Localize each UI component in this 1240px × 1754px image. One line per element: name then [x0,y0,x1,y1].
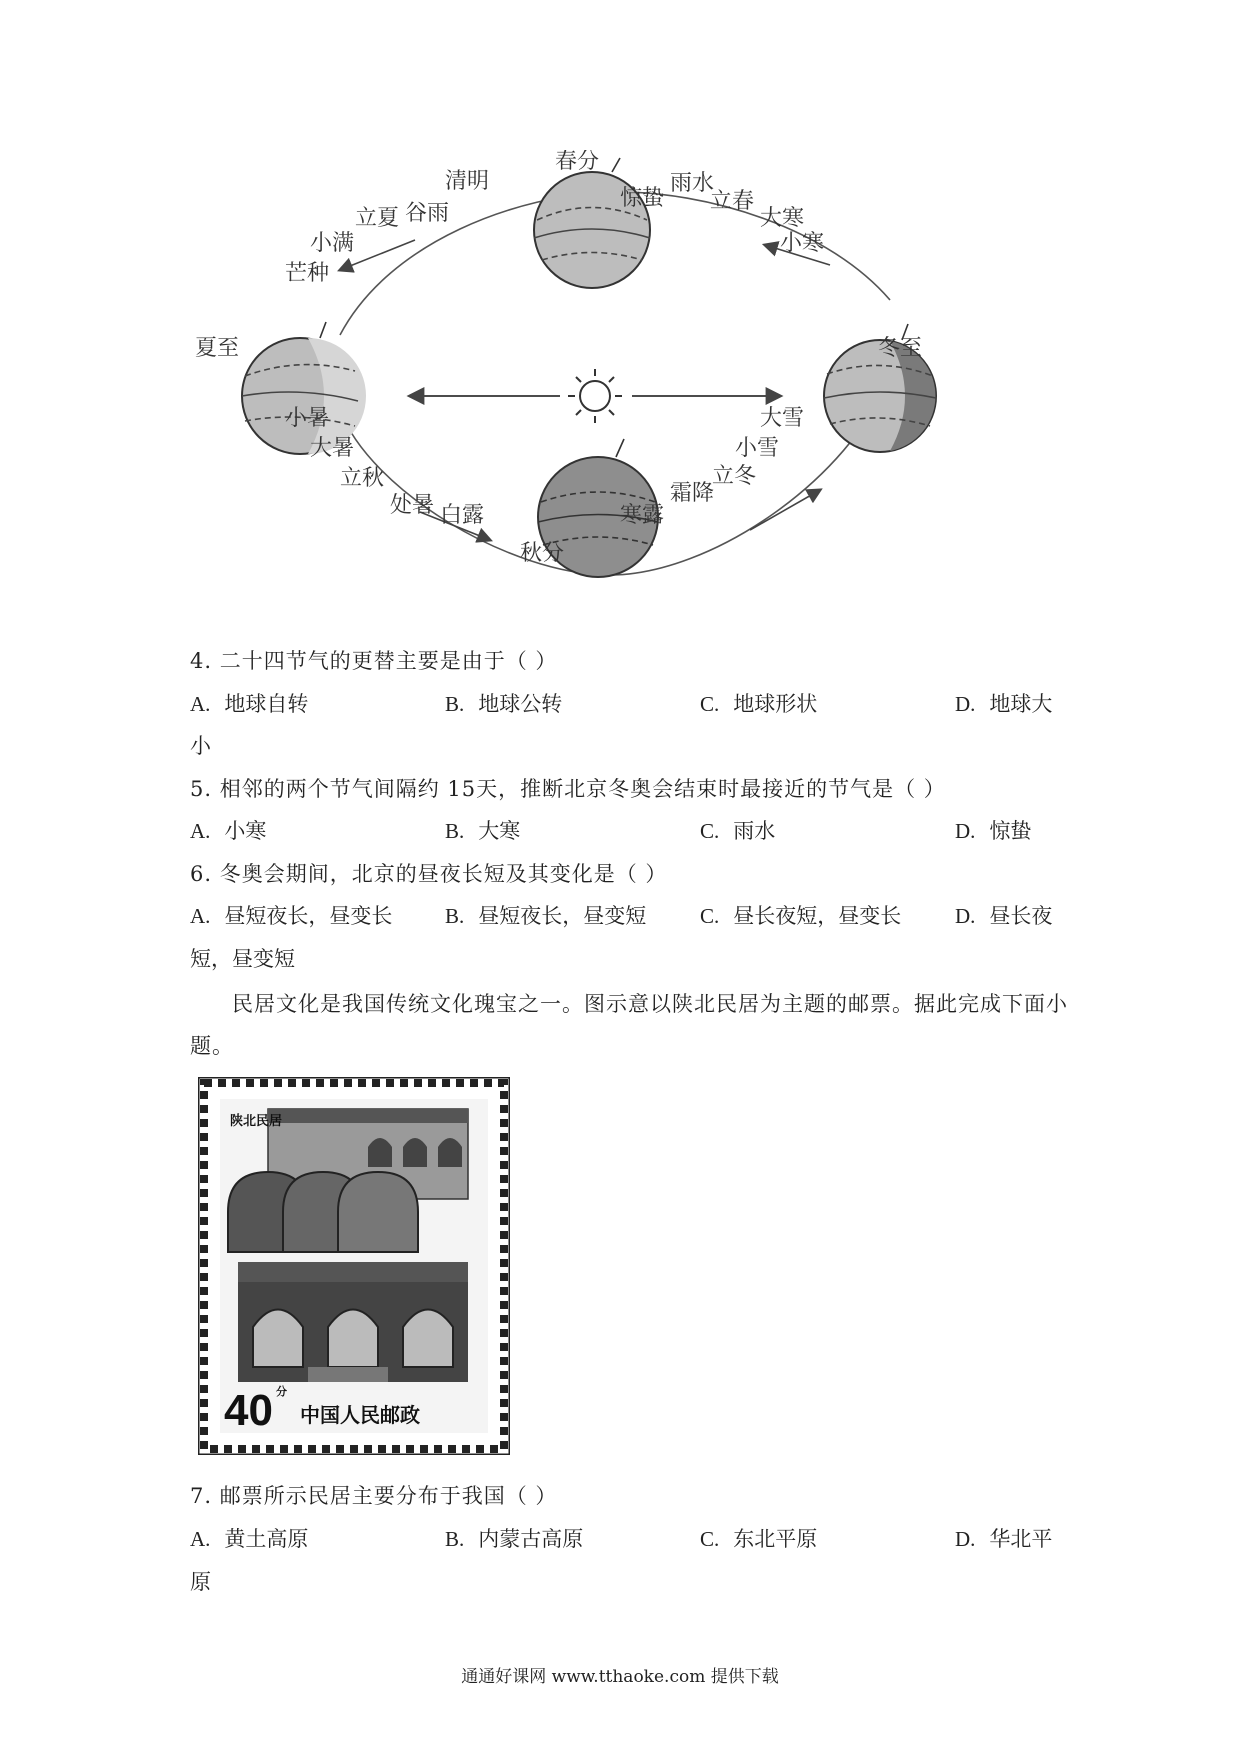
question-6-stem: 6. 冬奥会期间，北京的昼夜长短及其变化是（ ） [190,862,668,886]
term-jingzhe: 惊蛰 [620,186,665,211]
q6-option-b-text: 昼短夜长，昼变短 [478,904,647,928]
term-xiaoxue: 小雪 [735,436,780,461]
q6-option-a-text: 昼短夜长，昼变长 [224,904,393,928]
q5-option-c-label: C. [700,819,720,843]
earth-spring-equinox [534,158,650,288]
question-7-stem: 7. 邮票所示民居主要分布于我国（ ） [190,1484,558,1508]
term-xiaohan: 小寒 [780,231,825,256]
q4-option-c-label: C. [700,692,720,716]
q6-option-a[interactable] [190,900,392,930]
q5-option-c-text: 雨水 [733,819,776,843]
q4-option-c[interactable] [700,688,817,718]
term-qiufen: 秋分 [520,541,565,566]
q6-option-d-label: D. [955,904,976,928]
q7-option-a-label: A. [190,1527,211,1551]
q4-option-c-text: 地球形状 [733,692,818,716]
term-xiaoshu: 小暑 [285,406,330,431]
q7-option-b-text: 内蒙古高原 [478,1527,584,1551]
q4-option-b-label: B. [445,692,465,716]
term-lixia: 立夏 [355,206,400,231]
term-dongzhi: 冬至 [878,336,923,361]
term-hanlu: 寒露 [620,503,665,528]
q6-option-c-text: 昼长夜短，昼变长 [733,904,902,928]
q7-option-a-text: 黄土高原 [224,1527,309,1551]
q4-option-a-text: 地球自转 [224,692,309,716]
q7-option-d-wrap: 原 [190,1570,211,1594]
term-shuangjiang: 霜降 [670,481,715,506]
stamp-image [198,1077,510,1455]
term-guyu: 谷雨 [405,201,450,226]
q4-option-d-text: 地球大 [989,692,1053,716]
q7-option-b[interactable] [445,1523,583,1553]
q6-option-d-text: 昼长夜 [989,904,1053,928]
q7-option-c-label: C. [700,1527,720,1551]
q4-option-b-text: 地球公转 [478,692,563,716]
q4-option-b[interactable] [445,688,562,718]
q4-option-d-label: D. [955,692,976,716]
page-footer: 通通好课网 www.tthaoke.com 提供下载 [461,1667,779,1687]
q7-option-a[interactable] [190,1523,308,1553]
q6-option-b-label: B. [445,904,465,928]
q7-option-c[interactable] [700,1523,817,1553]
q7-option-d[interactable] [955,1523,1052,1553]
q5-option-b-text: 大寒 [478,819,521,843]
term-lidong: 立冬 [712,464,757,489]
term-liqiu: 立秋 [340,466,385,491]
q6-option-a-label: A. [190,904,211,928]
term-mangzhong: 芒种 [285,261,330,286]
q7-option-d-text: 华北平 [989,1527,1053,1551]
term-dahan: 大寒 [760,206,805,231]
q5-option-d-text: 惊蛰 [989,819,1032,843]
q4-option-d-wrap: 小 [190,734,211,758]
q7-option-b-label: B. [445,1527,465,1551]
q5-option-c[interactable] [700,815,775,845]
stamp-lower-cave-dwelling [238,1262,468,1382]
term-chushu: 处暑 [390,493,435,518]
term-qingming: 清明 [445,169,490,194]
q5-option-b[interactable] [445,815,520,845]
stamp-value: 40 [224,1386,273,1435]
q6-option-c-label: C. [700,904,720,928]
term-xiaoman: 小满 [310,231,355,256]
stamp-title: 陕北民居 [230,1114,283,1129]
term-yushui: 雨水 [670,171,715,196]
sun-icon [568,369,622,423]
term-daxue: 大雪 [760,406,805,431]
q5-option-d-label: D. [955,819,976,843]
q6-option-b[interactable] [445,900,646,930]
q7-option-d-label: D. [955,1527,976,1551]
intro-line-1: 民居文化是我国传统文化瑰宝之一。图示意以陕北民居为主题的邮票。据此完成下面小 [232,992,1068,1016]
question-4-stem: 4. 二十四节气的更替主要是由于（ ） [190,649,558,673]
q5-option-a-label: A. [190,819,211,843]
q5-option-d[interactable] [955,815,1031,845]
q4-option-d[interactable] [955,688,1052,718]
q4-option-a-label: A. [190,692,211,716]
term-dashu: 大暑 [310,436,355,461]
q7-option-c-text: 东北平原 [733,1527,818,1551]
stamp-issuer: 中国人民邮政 [300,1403,420,1427]
q4-option-a[interactable] [190,688,308,718]
q5-option-b-label: B. [445,819,465,843]
q6-option-d[interactable] [955,900,1052,930]
term-lichun: 立春 [710,189,755,214]
stamp-unit: 分 [276,1385,287,1398]
term-bailu: 白露 [440,503,485,528]
q5-option-a[interactable] [190,815,266,845]
term-chunfen: 春分 [555,150,600,174]
orbit-arrow-bottom-right [750,490,820,530]
question-5-stem: 5. 相邻的两个节气间隔约 15天，推断北京冬奥会结束时最接近的节气是（ ） [190,777,946,801]
q6-option-c[interactable] [700,900,901,930]
solar-terms-orbit-diagram [190,150,1010,630]
q6-option-d-wrap: 短，昼变短 [190,947,295,971]
q5-option-a-text: 小寒 [224,819,267,843]
earth-summer-solstice [242,322,366,454]
term-xiazhi: 夏至 [195,336,240,361]
intro-line-2: 题。 [190,1034,234,1058]
